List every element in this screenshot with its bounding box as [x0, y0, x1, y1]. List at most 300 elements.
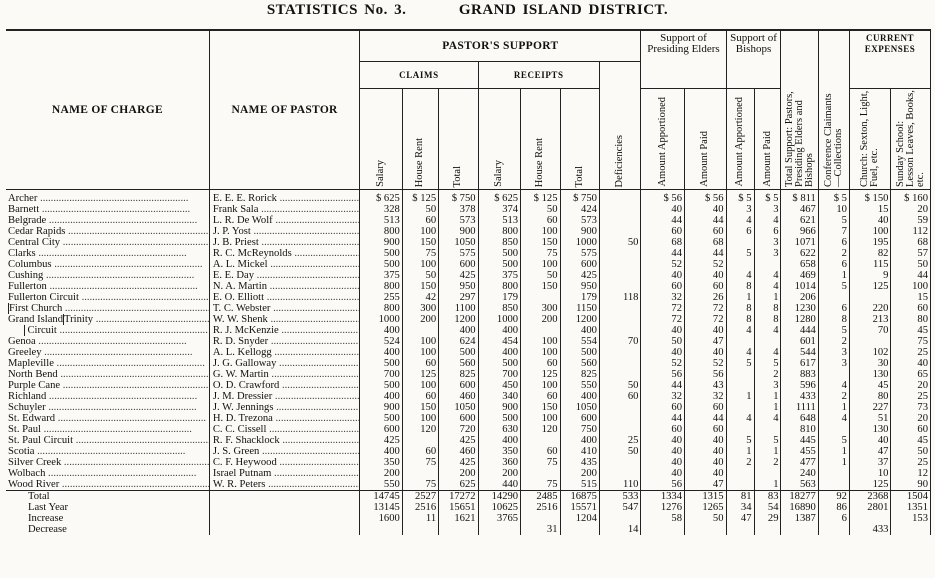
table-cell: 60	[641, 226, 685, 237]
table-row	[6, 336, 931, 347]
pastor-name-text: L. R. De Wolf .....	[213, 215, 360, 226]
table-cell: 60	[641, 402, 685, 413]
table-cell: 450	[478, 380, 521, 391]
pastor-name	[209, 314, 359, 325]
table-cell: 50	[521, 270, 560, 281]
summary-row	[6, 502, 931, 513]
pastor-name-text: E. E. Day .....	[213, 270, 360, 281]
charge-name	[6, 413, 209, 424]
charge-name	[6, 303, 209, 314]
table-cell: 150	[521, 402, 560, 413]
summary-cell	[726, 524, 754, 535]
pastor-name-text: R. D. Snyder .....	[213, 336, 360, 347]
table-row	[6, 204, 931, 215]
table-cell: 900	[360, 237, 403, 248]
table-cell: 40	[685, 204, 727, 215]
table-cell: 32	[641, 391, 685, 402]
summary-label: Increase	[28, 513, 64, 524]
charge-name	[6, 424, 209, 435]
table-cell: 2	[754, 369, 781, 380]
table-cell: 1	[818, 457, 849, 468]
table-row	[6, 413, 931, 424]
table-cell: 600	[360, 424, 403, 435]
summary-cell: 1276	[641, 502, 685, 513]
pastor-name-text: H. D. Trezona .....	[213, 413, 360, 424]
table-cell: 80	[891, 314, 931, 325]
charge-name-text: Trinity .....	[64, 314, 209, 325]
table-cell	[599, 347, 641, 358]
table-row	[6, 446, 931, 457]
pastor-name	[209, 402, 359, 413]
summary-cell: 10625	[478, 502, 521, 513]
table-cell: 40	[685, 435, 727, 446]
table-cell	[726, 336, 754, 347]
table-cell: 240	[781, 468, 818, 479]
table-cell: 900	[478, 402, 521, 413]
table-cell: 40	[641, 457, 685, 468]
summary-cell: 29	[754, 513, 781, 524]
table-cell: 40	[685, 457, 727, 468]
table-cell: 360	[478, 457, 521, 468]
table-cell: 220	[849, 303, 891, 314]
summary-cell: 11	[402, 513, 438, 524]
table-cell: 73	[891, 402, 931, 413]
table-cell: 1000	[360, 314, 403, 325]
table-cell: 810	[781, 424, 818, 435]
summary-cell	[360, 524, 403, 535]
table-cell: 400	[360, 446, 403, 457]
table-cell: 4	[818, 413, 849, 424]
table-cell: 550	[560, 380, 599, 391]
table-cell: 600	[560, 413, 599, 424]
table-cell: 6	[818, 237, 849, 248]
summary-cell: 50	[685, 513, 727, 524]
table-cell: 601	[781, 336, 818, 347]
table-cell: 5	[818, 435, 849, 446]
charge-name-text: Belgrade .....	[8, 215, 197, 226]
table-cell: 40	[641, 446, 685, 457]
table-cell: 400	[560, 391, 599, 402]
table-cell: 100	[402, 226, 438, 237]
table-cell: 600	[439, 259, 478, 270]
table-cell: 850	[478, 303, 521, 314]
table-cell: 444	[781, 325, 818, 336]
table-cell: $ 125	[521, 190, 560, 205]
table-cell: 44	[891, 270, 931, 281]
table-cell: 1200	[560, 314, 599, 325]
table-cell: 3	[754, 380, 781, 391]
table-cell: 1	[754, 446, 781, 457]
table-cell: 2	[818, 336, 849, 347]
charge-name-text: Fullerton Circuit .....	[8, 292, 209, 303]
table-row	[6, 468, 931, 479]
table-cell: 6	[754, 226, 781, 237]
summary-cell: 13145	[360, 502, 403, 513]
header-claims: CLAIMS	[360, 62, 478, 89]
table-cell: 630	[478, 424, 521, 435]
pastor-name-text: N. A. Martin .....	[213, 281, 360, 292]
table-cell	[599, 259, 641, 270]
table-cell: 1	[726, 292, 754, 303]
charge-name	[6, 457, 209, 468]
district-name: GRAND ISLAND DISTRICT.	[458, 2, 669, 18]
summary-cell: 18277	[781, 491, 818, 503]
table-cell: 100	[402, 347, 438, 358]
table-cell: 70	[849, 325, 891, 336]
table-row	[6, 303, 931, 314]
table-cell: 72	[685, 303, 727, 314]
table-cell	[521, 292, 560, 303]
charge-name-text: First Church .....	[9, 303, 209, 314]
table-cell: 4	[726, 215, 754, 226]
table-cell: 100	[402, 413, 438, 424]
pastor-name-text: A. L. Kellogg .....	[213, 347, 360, 358]
table-cell	[599, 468, 641, 479]
table-cell: 4	[726, 413, 754, 424]
summary-cell: 2527	[402, 491, 438, 503]
summary-cell: 547	[599, 502, 641, 513]
table-cell: 4	[726, 325, 754, 336]
table-cell: 150	[402, 237, 438, 248]
summary-blank	[209, 502, 359, 513]
table-cell: 1071	[781, 237, 818, 248]
table-cell: 513	[478, 215, 521, 226]
table-cell: 500	[478, 358, 521, 369]
header-total-support: Total Support: Pastors, Presiding Elders and Bishops	[781, 30, 818, 190]
summary-row	[6, 524, 931, 535]
table-cell: 500	[478, 248, 521, 259]
table-cell: 60	[891, 424, 931, 435]
table-cell: 1230	[781, 303, 818, 314]
table-cell: 573	[560, 215, 599, 226]
header-support-bishops: Support of Bishops	[726, 30, 781, 89]
summary-blank	[209, 491, 359, 503]
table-cell: 425	[560, 270, 599, 281]
table-cell: 75	[402, 457, 438, 468]
pastor-name	[209, 435, 359, 446]
summary-cell: 153	[891, 513, 931, 524]
table-cell: $ 160	[891, 190, 931, 205]
charge-name-text: Genoa .....	[8, 336, 187, 347]
summary-cell	[818, 524, 849, 535]
header-receipts-house-rent: House Rent	[521, 89, 560, 190]
table-cell: 44	[685, 215, 727, 226]
table-cell: 40	[685, 347, 727, 358]
charge-name-text: North Bend .....	[8, 369, 209, 380]
table-cell: 47	[685, 479, 727, 491]
table-cell	[754, 336, 781, 347]
table-cell: 500	[439, 347, 478, 358]
table-cell: 1	[754, 402, 781, 413]
header-bishops-apportioned: Amount Apportioned	[726, 89, 754, 190]
table-cell: 350	[360, 457, 403, 468]
table-cell: 596	[781, 380, 818, 391]
table-cell: 10	[849, 468, 891, 479]
table-cell: 5	[754, 435, 781, 446]
table-cell	[726, 479, 754, 491]
table-cell: 469	[781, 270, 818, 281]
table-cell: 44	[641, 413, 685, 424]
charge-name-text: Clarks .....	[8, 248, 187, 259]
table-cell: 950	[560, 281, 599, 292]
header-sunday-school: Sunday School: Lesson Leaves, Books, etc.	[891, 89, 931, 190]
table-cell: 100	[521, 413, 560, 424]
summary-cell	[891, 524, 931, 535]
table-cell: 52	[641, 358, 685, 369]
header-receipts-total: Total	[560, 89, 599, 190]
table-cell: 70	[599, 336, 641, 347]
table-cell: 150	[521, 281, 560, 292]
table-cell	[726, 468, 754, 479]
charge-name	[6, 325, 209, 336]
table-cell: 68	[685, 237, 727, 248]
table-cell: 617	[781, 358, 818, 369]
table-cell	[599, 402, 641, 413]
summary-cell: 1334	[641, 491, 685, 503]
table-cell: 56	[641, 369, 685, 380]
summary-cell: 14290	[478, 491, 521, 503]
table-cell: 3	[754, 204, 781, 215]
table-cell: 82	[849, 248, 891, 259]
table-cell: 500	[478, 259, 521, 270]
summary-cell: 15571	[560, 502, 599, 513]
table-cell	[599, 424, 641, 435]
table-cell: 454	[478, 336, 521, 347]
summary-cell: 2485	[521, 491, 560, 503]
charge-name	[6, 259, 209, 270]
table-cell: 621	[781, 215, 818, 226]
table-cell: 40	[641, 270, 685, 281]
table-cell: 40	[641, 347, 685, 358]
table-cell: 524	[360, 336, 403, 347]
table-cell: 44	[641, 380, 685, 391]
table-cell: $ 56	[685, 190, 727, 205]
pastor-name	[209, 303, 359, 314]
summary-cell	[560, 524, 599, 535]
pastor-name	[209, 391, 359, 402]
table-cell: 624	[439, 336, 478, 347]
summary-cell: 2516	[521, 502, 560, 513]
table-row	[6, 457, 931, 468]
table-cell: 200	[360, 468, 403, 479]
table-cell	[818, 292, 849, 303]
charge-name	[6, 336, 209, 347]
table-cell: 75	[521, 457, 560, 468]
table-cell: 8	[754, 314, 781, 325]
table-cell: 410	[560, 446, 599, 457]
summary-cell: 81	[726, 491, 754, 503]
table-cell: 40	[641, 468, 685, 479]
table-cell: 150	[402, 281, 438, 292]
table-cell: 648	[781, 413, 818, 424]
pastor-name	[209, 446, 359, 457]
table-cell: 25	[891, 347, 931, 358]
table-cell: 25	[599, 435, 641, 446]
table-cell: 125	[849, 479, 891, 491]
summary-cell	[478, 524, 521, 535]
table-row	[6, 270, 931, 281]
header-claims-total: Total	[439, 89, 478, 190]
table-cell: 60	[685, 281, 727, 292]
table-cell: 625	[439, 479, 478, 491]
table-cell: 37	[849, 457, 891, 468]
pastor-name-text: C. F. Heywood .....	[213, 457, 360, 468]
charge-name	[6, 248, 209, 259]
page-title	[0, 0, 935, 20]
summary-cell: 15651	[439, 502, 478, 513]
table-cell: 60	[521, 215, 560, 226]
summary-cell	[439, 524, 478, 535]
summary-label: Total	[6, 491, 209, 503]
table-cell: 4	[726, 270, 754, 281]
summary-cell: 86	[818, 502, 849, 513]
table-cell: 40	[685, 446, 727, 457]
charge-name	[6, 190, 209, 205]
summary-cell	[781, 524, 818, 535]
table-cell: 52	[641, 259, 685, 270]
charge-name	[6, 358, 209, 369]
table-cell: 100	[402, 259, 438, 270]
table-cell	[754, 468, 781, 479]
table-cell: 340	[478, 391, 521, 402]
table-cell	[726, 402, 754, 413]
pastor-name-text: J. B. Priest .....	[213, 237, 360, 248]
table-cell: 60	[402, 391, 438, 402]
table-cell: 40	[641, 435, 685, 446]
table-row	[6, 237, 931, 248]
table-cell: 7	[818, 226, 849, 237]
charge-name	[6, 369, 209, 380]
table-cell	[818, 369, 849, 380]
table-cell: $ 5	[754, 190, 781, 205]
table-cell: 102	[849, 347, 891, 358]
table-cell: 425	[439, 457, 478, 468]
table-cell: 4	[726, 347, 754, 358]
pastor-name-text: J. S. Green .....	[213, 446, 360, 457]
table-cell: 4	[754, 325, 781, 336]
table-cell: 50	[402, 204, 438, 215]
charge-name	[6, 237, 209, 248]
table-cell: 4	[754, 413, 781, 424]
table-cell: 2	[754, 457, 781, 468]
header-pe-paid: Amount Paid	[685, 89, 727, 190]
header-church-expenses: Church: Sexton, Light, Fuel, etc.	[849, 89, 891, 190]
table-cell: 1200	[439, 314, 478, 325]
summary-cell: 2368	[849, 491, 891, 503]
summary-cell: 1315	[685, 491, 727, 503]
summary-cell	[685, 524, 727, 535]
table-cell: 1000	[478, 314, 521, 325]
table-cell: 12	[891, 468, 931, 479]
summary-cell	[641, 524, 685, 535]
table-row	[6, 281, 931, 292]
table-cell: 400	[560, 435, 599, 446]
table-cell: 400	[360, 391, 403, 402]
table-cell: 622	[781, 248, 818, 259]
pastor-name	[209, 190, 359, 205]
table-cell: 375	[478, 270, 521, 281]
pastor-name	[209, 380, 359, 391]
charge-name	[6, 215, 209, 226]
table-cell	[599, 281, 641, 292]
table-cell: 60	[402, 215, 438, 226]
table-cell: 50	[641, 336, 685, 347]
table-cell: 44	[685, 248, 727, 259]
summary-cell: 34	[726, 502, 754, 513]
table-cell: 1014	[781, 281, 818, 292]
pastor-name	[209, 479, 359, 491]
table-cell	[521, 468, 560, 479]
table-cell	[754, 424, 781, 435]
table-cell: 560	[439, 358, 478, 369]
table-body	[6, 190, 931, 536]
pastor-name-text: T. C. Webster .....	[213, 303, 360, 314]
table-cell: 75	[521, 479, 560, 491]
summary-cell: 16890	[781, 502, 818, 513]
charge-name	[6, 270, 209, 281]
table-cell: 45	[891, 435, 931, 446]
table-cell: 56	[641, 479, 685, 491]
table-cell: 500	[360, 413, 403, 424]
table-cell: 573	[439, 215, 478, 226]
table-cell	[402, 468, 438, 479]
table-cell: 550	[360, 479, 403, 491]
table-cell: 60	[685, 226, 727, 237]
table-cell: 850	[478, 237, 521, 248]
table-cell: 120	[402, 424, 438, 435]
pastor-name-text: J. P. Yost .....	[213, 226, 360, 237]
summary-cell: 92	[818, 491, 849, 503]
table-cell: 4	[754, 270, 781, 281]
table-row	[6, 248, 931, 259]
table-cell: 5	[726, 435, 754, 446]
summary-cell: 54	[754, 502, 781, 513]
table-cell: 500	[360, 259, 403, 270]
pastor-name-text: E. E. E. Rorick .....	[213, 193, 360, 204]
table-cell: 45	[891, 325, 931, 336]
pastor-name-text: W. R. Peters .....	[213, 479, 360, 490]
pastor-name-text: Frank Sala .....	[213, 204, 360, 215]
table-cell: 206	[781, 292, 818, 303]
pastor-name-text: G. W. Martin .....	[213, 369, 360, 380]
summary-cell: 1351	[891, 502, 931, 513]
header-name-of-pastor: NAME OF PASTOR	[209, 30, 359, 190]
table-cell: 600	[560, 259, 599, 270]
summary-row	[6, 491, 931, 503]
table-cell: 825	[439, 369, 478, 380]
table-cell: 200	[521, 314, 560, 325]
table-cell: 60	[521, 446, 560, 457]
table-cell: 60	[685, 402, 727, 413]
charge-name-text: Purple Cane .....	[8, 380, 209, 391]
table-cell: 100	[849, 226, 891, 237]
table-cell	[599, 270, 641, 281]
table-cell: 52	[685, 259, 727, 270]
pastor-name	[209, 369, 359, 380]
table-cell: 435	[560, 457, 599, 468]
pastor-name	[209, 204, 359, 215]
table-cell	[521, 325, 560, 336]
table-cell: 44	[641, 248, 685, 259]
header-pastors-support: PASTOR'S SUPPORT	[360, 30, 641, 62]
table-cell: $ 811	[781, 190, 818, 205]
charge-name	[6, 435, 209, 446]
header-pe-apportioned: Amount Apportioned	[641, 89, 685, 190]
table-cell: 72	[685, 314, 727, 325]
table-cell: 25	[891, 391, 931, 402]
charge-name	[6, 347, 209, 358]
table-cell	[754, 259, 781, 270]
